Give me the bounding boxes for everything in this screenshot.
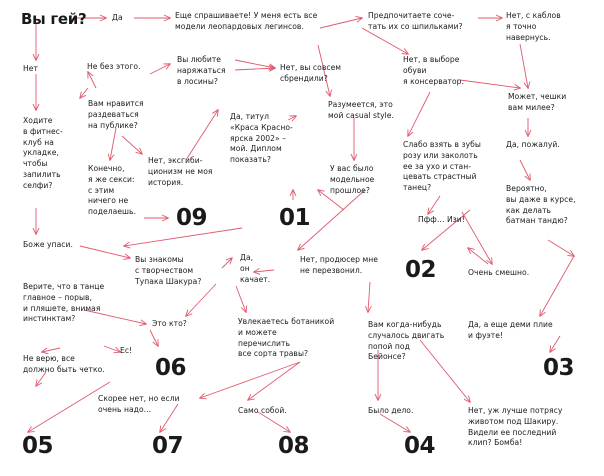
flow-arrow: [235, 68, 275, 70]
question-title: Вы гей?: [21, 10, 87, 28]
node-no-should-be-clear: Не верю, все должно быть четко.: [23, 354, 105, 374]
flow-arrow: [368, 282, 370, 312]
node-no-heels: Нет, с каблов я точно навернусь.: [506, 11, 561, 42]
flow-arrow: [320, 18, 362, 28]
flow-arrow: [548, 240, 574, 256]
flow-arrow: [200, 362, 300, 398]
node-no: Нет: [23, 64, 38, 73]
flow-arrow: [235, 60, 275, 68]
node-very-funny: Очень смешно.: [468, 268, 530, 277]
node-still-ask: Еще спрашиваете! У меня есть все модели леопардовых легинсов.: [175, 11, 318, 31]
node-who-is-it: Это кто?: [152, 319, 187, 328]
result-07: 07: [152, 433, 184, 459]
flow-arrow: [520, 160, 530, 180]
result-01: 01: [279, 205, 311, 231]
flow-arrow: [462, 212, 492, 264]
flow-arrow: [408, 92, 430, 136]
node-no-exhibitionism: Нет, эксгиби- ционизм не моя история.: [148, 156, 213, 187]
flow-arrow: [150, 64, 170, 74]
node-demi-plie: Да, а еще деми плие и фуэте!: [468, 320, 553, 340]
flow-arrow: [186, 110, 218, 160]
node-botany: Увлекаетесь ботаникой и можете перечислить все сорта травы?: [238, 317, 335, 359]
node-tango-course: Вероятно, вы даже в курсе, как делать батман тандю?: [506, 184, 576, 226]
result-03: 03: [543, 355, 575, 381]
node-like-undress: Вам нравится раздеваться на публике?: [88, 99, 144, 130]
flow-arrow: [104, 346, 120, 352]
flow-arrow: [460, 80, 520, 88]
node-rose-in-teeth: Слабо взять в зубы розу или заколоть ее за ухо и стан- цевать страстный танец?: [403, 140, 481, 193]
result-06: 06: [155, 355, 187, 381]
flow-arrow: [122, 136, 142, 154]
node-dance-feeling: Верите, что в танце главное – порыв, и пляшете, внимая инстинктам?: [23, 282, 105, 324]
node-yes-please: Да, пожалуй.: [506, 140, 560, 149]
node-like-dress-up: Вы любите наряжаться в лосины?: [177, 55, 226, 86]
node-of-course: Само собой.: [238, 406, 287, 415]
result-08: 08: [278, 433, 310, 459]
node-rather-no: Скорее нет, но если очень надо…: [98, 394, 180, 414]
node-it-happened: Было дело.: [368, 406, 414, 415]
result-04: 04: [404, 433, 436, 459]
node-god-save: Боже упаси.: [23, 240, 73, 249]
node-gym-selfie: Ходите в фитнес- клуб на укладке, чтобы запилить селфи?: [23, 116, 63, 190]
flow-arrow: [520, 44, 528, 88]
flow-arrow: [428, 196, 440, 214]
flow-arrow: [468, 248, 488, 264]
result-09: 09: [176, 205, 208, 231]
node-no-producer: Нет, продюсер мне не перезвонил.: [300, 255, 379, 275]
flow-arrow: [110, 128, 116, 160]
node-pff: Пфф… Изи!: [418, 215, 465, 224]
node-shakira: Нет, уж лучше потрясу животом под Шакиру. Видели ее последний клип? Бомба!: [468, 406, 563, 448]
node-no-crazy: Нет, вы совсем сбрендили?: [280, 63, 342, 83]
node-beyonce: Вам когда-нибудь случалось двигать попой под Бейонсе?: [368, 320, 445, 362]
node-yes-rocks: Да, он качает.: [240, 253, 271, 284]
flow-arrow: [186, 284, 216, 316]
node-tupac: Вы знакомы с творчеством Тупака Шакура?: [135, 255, 202, 286]
flow-arrow: [540, 256, 574, 316]
node-not-without: Не без этого.: [87, 62, 141, 71]
node-no-conservative: Нет, в выборе обуви я консерватор.: [403, 55, 464, 86]
flow-arrow: [236, 286, 246, 312]
node-model-past: У вас было модельное прошлое?: [330, 164, 375, 195]
flow-arrow: [88, 72, 96, 88]
node-prefer-combine: Предпочитаете соче- тать их со шпильками?: [368, 11, 463, 31]
node-title-krasa: Да, титул «Краса Красно- ярска 2002» – мой. Диплом показать?: [230, 112, 293, 165]
result-05: 05: [22, 433, 54, 459]
node-yes: Да: [112, 13, 123, 22]
node-maybe-nicer: Может, чешки вам милее?: [508, 92, 567, 112]
flow-arrow: [42, 348, 60, 352]
result-02: 02: [405, 257, 437, 283]
node-of-course-sexy: Конечно, я же секси: с этим ничего не поделаешь.: [88, 164, 137, 217]
flow-arrow: [150, 330, 158, 346]
flow-arrow: [222, 258, 232, 268]
flow-arrow: [80, 246, 130, 258]
flow-arrow: [248, 362, 300, 400]
node-es: Ес!: [120, 346, 133, 355]
node-casual-style: Разумеется, это мой casual style.: [328, 100, 394, 120]
flow-arrow: [80, 88, 88, 98]
